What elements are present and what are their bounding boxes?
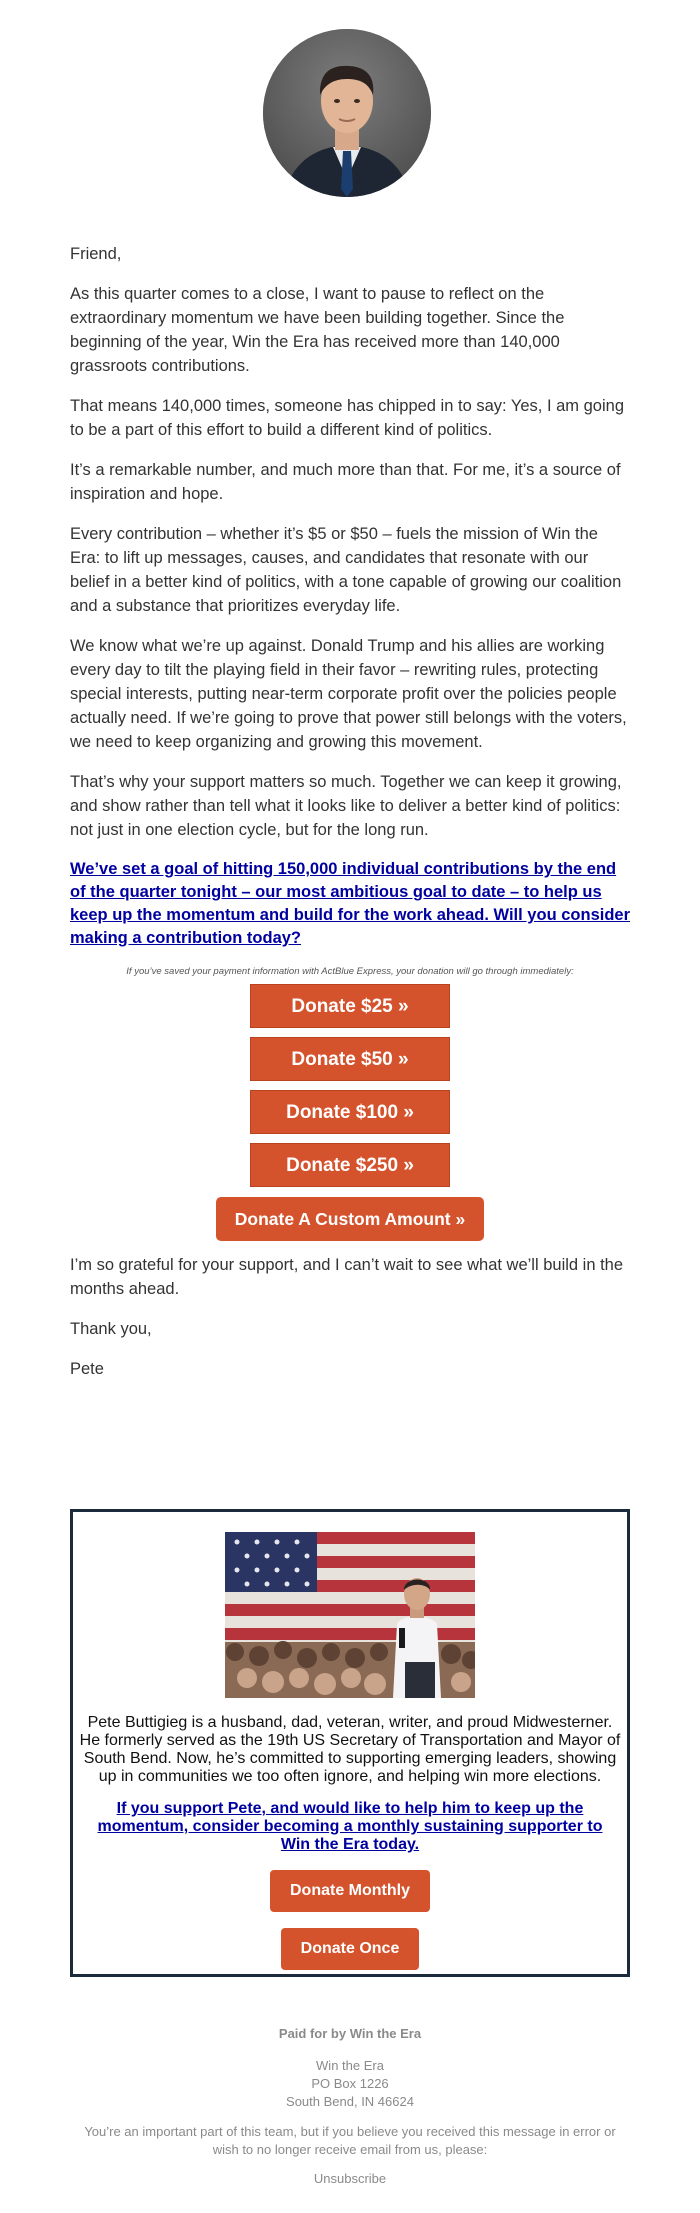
signoff: Thank you, — [70, 1320, 152, 1338]
signature: Pete — [70, 1360, 104, 1378]
donate-custom-amount-button[interactable]: Donate A Custom Amount » — [216, 1197, 484, 1241]
footer — [70, 2025, 630, 2186]
letter-paragraph: As this quarter comes to a close, I want to pause to reflect on the extraordinary momentum we have been building together. Since the beginning of the year, Win the Era has received more than 140,000 grassroots contributions. — [70, 285, 565, 375]
letter-body — [70, 242, 630, 1397]
closing-paragraph: I’m so grateful for your support, and I can’t wait to see what we’ll build in the months ahead. — [70, 1256, 624, 1298]
donate-250-button[interactable]: Donate $250 » — [250, 1143, 450, 1187]
letter-paragraph: We know what we’re up against. Donald Trump and his allies are working every day to tilt the playing field in their favor – rewriting rules, protecting special interests, putting near-term corporate profit over the policies people actually need. If we’re going to prove that power still belongs with the voters, we need to keep organizing and growing this movement. — [70, 637, 627, 751]
header-avatar — [263, 29, 431, 197]
greeting: Friend, — [70, 245, 122, 263]
speaker-flag-photo-icon — [225, 1532, 475, 1698]
donate-once-button[interactable]: Donate Once — [281, 1928, 419, 1970]
donate-monthly-button[interactable]: Donate Monthly — [270, 1870, 430, 1912]
bio-box — [70, 1509, 630, 1977]
donate-25-button[interactable]: Donate $25 » — [250, 984, 450, 1028]
mailing-address — [70, 2057, 630, 2111]
donate-50-button[interactable]: Donate $50 » — [250, 1037, 450, 1081]
donate-button-group — [70, 984, 630, 1253]
letter-paragraph: That means 140,000 times, someone has chipped in to say: Yes, I am going to be a part of this effort to build a different kind of politics. — [70, 397, 625, 439]
portrait-photo-icon — [263, 29, 431, 197]
letter-paragraph: It’s a remarkable number, and much more than that. For me, it’s a source of inspiration and hope. — [70, 461, 621, 503]
letter-paragraph: That’s why your support matters so much. Together we can keep it growing, and show rather than tell what it looks like to deliver a better kind of politics: not just in one election cycle, but for the long run. — [70, 773, 622, 839]
contribution-cta-link[interactable]: We’ve set a goal of hitting 150,000 individual contributions by the end of the quarter tonight – our most ambitious goal to date – to help us keep up the momentum and build for the work ahead. Will you consider making a contribution today? — [70, 860, 631, 947]
letter-paragraph: Every contribution – whether it’s $5 or $50 – fuels the mission of Win the Era: to lift up messages, causes, and candidates that resonate with our belief in a better kind of politics, with a tone capable of growing our coalition and a substance that prioritizes everyday life. — [70, 525, 622, 615]
address-line: Win the Era — [316, 2058, 384, 2073]
actblue-express-note: If you’ve saved your payment information with ActBlue Express, your donation will go through immediately: — [126, 966, 574, 977]
bio-text: Pete Buttigieg is a husband, dad, veteran, writer, and proud Midwesterner. He formerly served as the 19th US Secretary of Transportation and Mayor of South Bend. Now, he’s committed to supporting emerging leaders, showing up in communities we too often ignore, and helping win more elections. — [79, 1714, 621, 1785]
monthly-supporter-link[interactable]: If you support Pete, and would like to help him to keep up the momentum, consider becoming a monthly sustaining supporter to Win the Era today. — [97, 1800, 603, 1853]
address-line: South Bend, IN 46624 — [286, 2094, 414, 2109]
unsubscribe-link[interactable]: Unsubscribe — [313, 2171, 387, 2186]
donate-100-button[interactable]: Donate $100 » — [250, 1090, 450, 1134]
legal-notice: You’re an important part of this team, but if you believe you received this message in error or wish to no longer receive email from us, please: — [84, 2124, 616, 2157]
paid-for-notice: Paid for by Win the Era — [278, 2026, 422, 2041]
address-line: PO Box 1226 — [311, 2076, 389, 2091]
